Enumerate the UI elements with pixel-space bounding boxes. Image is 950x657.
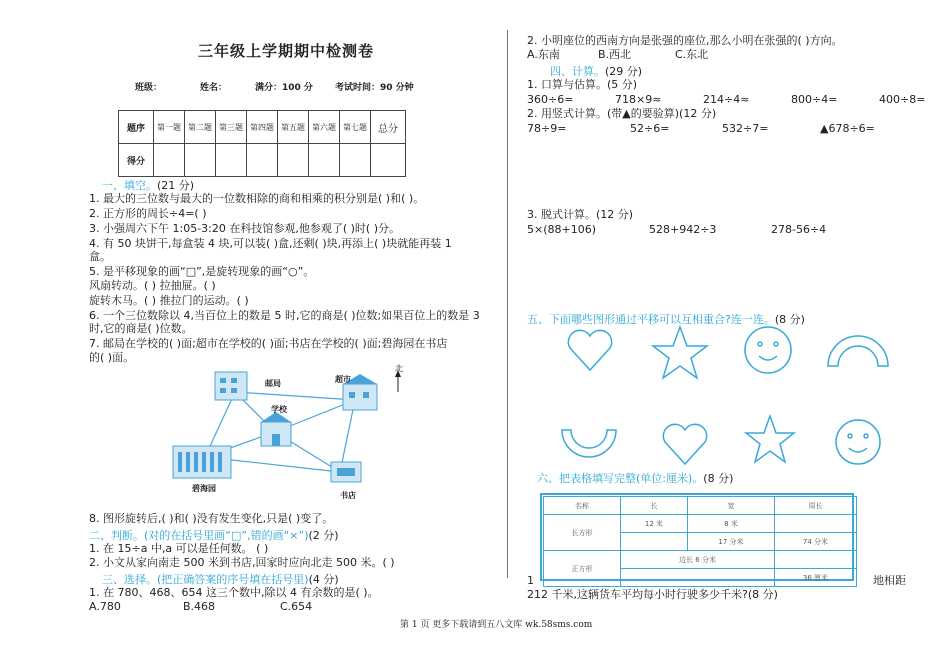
measure-cell: 36 厘米 (775, 569, 857, 587)
map-label-bookstore: 书店 (340, 491, 356, 500)
score-table-col: 第七题 (340, 111, 371, 144)
calc-3-heading: 3. 脱式计算。(12 分) (527, 208, 634, 221)
calc-1-heading: 1. 口算与估算。(5 分) (527, 78, 638, 91)
measure-cell: 17 分米 (688, 533, 775, 551)
section-4-title: 四、计算。 (550, 65, 605, 78)
section-2-heading (89, 527, 339, 543)
full-score: 满分：100 分 (255, 83, 313, 93)
measure-cell[interactable] (775, 515, 857, 533)
question-judge-2: 2. 小文从家向南走 500 米到书店,回家时应向北走 500 米。( ) (89, 556, 395, 569)
measure-cell: 12 米 (621, 515, 688, 533)
score-cell-total[interactable] (371, 144, 406, 177)
section-1-title: 一、填空。 (102, 179, 157, 192)
question-fill-5: 5. 是平移现象的画“□”,是旋转现象的画“○”。 (89, 265, 315, 278)
section-2-title: 二、判断。(对的在括号里画“□”,错的画“×”) (89, 529, 309, 542)
star-icon[interactable] (653, 327, 707, 378)
score-cell[interactable] (309, 144, 340, 177)
rect-label: 长方形 (544, 515, 621, 551)
section-6-title: 六、把表格填写完整(单位:厘米)。 (537, 472, 704, 485)
measure-header-length: 长 (621, 497, 688, 515)
arch-icon[interactable] (828, 336, 888, 366)
score-table-head-score: 得分 (119, 144, 154, 177)
measure-cell: 边长 6 分米 (621, 551, 775, 569)
heart-icon[interactable] (663, 424, 706, 464)
score-cell[interactable] (216, 144, 247, 177)
step-calc-item: 278-56÷4 (771, 223, 827, 236)
section-5-title: 五、下面哪些图形通过平移可以互相重合?连一连。 (527, 313, 775, 326)
score-table-col: 第一题 (154, 111, 185, 144)
page-footer: 第 1 页 更多下载请到五八文库 wk.58sms.com (400, 620, 593, 630)
step-calc-item: 528+942÷3 (649, 223, 717, 236)
question-fill-7: 7. 邮局在学校的( )面;超市在学校的( )面;书店在学校的( )面;碧海园在书店 (89, 337, 448, 350)
question-fill-8: 8. 图形旋转后,( )和( )没有发生变化,只是( )变了。 (89, 512, 334, 525)
oral-calc-item: 360÷6= (527, 93, 574, 106)
measure-cell[interactable] (621, 533, 688, 551)
score-table (118, 110, 406, 177)
question-fill-4: 4. 有 50 块饼干,每盒装 4 块,可以装( )盒,还剩( )块,再添上( )块就能再装 1 (89, 237, 452, 250)
measure-cell: 8 米 (688, 515, 775, 533)
choice-option-c[interactable]: C.654 (280, 600, 313, 613)
choice-option-b[interactable]: B.468 (183, 600, 216, 613)
oral-calc-item: 718×9≈ (615, 93, 662, 106)
column-divider (507, 30, 508, 578)
class-label: 班级： (135, 83, 163, 93)
calc-2-heading: 2. 用竖式计算。(带▲的要验算)(12 分) (527, 107, 717, 120)
score-table-col: 第二题 (185, 111, 216, 144)
oral-calc-item: 800÷4= (791, 93, 838, 106)
vertical-calc-item: 52÷6= (630, 122, 670, 135)
question-judge-1: 1. 在 15÷a 中,a 可以是任何数。 ( ) (89, 542, 269, 555)
question-fill-6-cont: 时,它的商是( )位数。 (89, 322, 193, 335)
smiley-face-icon[interactable] (836, 420, 880, 464)
question-fill-2: 2. 正方形的周长÷4=( ) (89, 207, 207, 220)
question-fill-3: 3. 小强周六下午 1:05-3:20 在科技馆参观,他参观了( )时( )分。 (89, 222, 401, 235)
bookstore-icon (331, 462, 361, 482)
heart-icon[interactable] (568, 330, 611, 370)
section-1-points: (21 分) (157, 179, 195, 192)
question-fill-6: 6. 一个三位数除以 4,当百位上的数是 5 时,它的商是( )位数;如果百位上的数是 3 (89, 309, 480, 322)
measure-cell[interactable] (621, 569, 775, 587)
score-table-total: 总分 (371, 111, 406, 144)
choice2-option-c[interactable]: C.东北 (675, 48, 709, 61)
map-label-post: 邮局 (265, 379, 281, 388)
section-3-title: 三、选择。(把正确答案的序号填在括号里) (102, 573, 309, 586)
question-fill-4-cont: 盒。 (89, 250, 111, 263)
question-fill-1: 1. 最大的三位数与最大的一位数相除的商和相乘的积分别是( )和( )。 (89, 192, 425, 205)
vertical-calc-item: ▲678÷6= (820, 122, 875, 135)
section-4-points: (29 分) (605, 65, 643, 78)
section-6-heading (537, 470, 733, 486)
smiley-face-icon[interactable] (745, 327, 791, 373)
score-cell[interactable] (340, 144, 371, 177)
oral-calc-item: 400÷8= (879, 93, 926, 106)
garden-building-icon (173, 446, 231, 478)
section-3-heading (102, 571, 339, 587)
map-label-school: 学校 (271, 405, 287, 414)
section-3-points: (4 分) (308, 573, 339, 586)
measure-header-width: 宽 (688, 497, 775, 515)
score-table-col: 第五题 (278, 111, 309, 144)
school-icon (261, 412, 291, 446)
exam-time: 考试时间：90 分钟 (335, 83, 414, 93)
choice-option-a[interactable]: A.780 (89, 600, 121, 613)
score-table-col: 第三题 (216, 111, 247, 144)
name-label: 姓名： (200, 83, 228, 93)
question-choice-1: 1. 在 780、468、654 这三个数中,除以 4 有余数的是( )。 (89, 586, 379, 599)
translation-shapes (560, 322, 900, 472)
question-fill-5a: 风扇转动。( ) 拉抽屉。( ) (89, 279, 216, 292)
choice2-option-a[interactable]: A.东南 (527, 48, 560, 61)
score-table-head-order: 题序 (119, 111, 154, 144)
page-title: 三年级上学期期中检测卷 (198, 42, 375, 60)
choice2-option-b[interactable]: B.西北 (598, 48, 632, 61)
step-calc-item: 5×(88+106) (527, 223, 597, 236)
cut-text-right: 地相距 (873, 574, 906, 587)
section-2-points: (2 分) (308, 529, 339, 542)
score-cell[interactable] (185, 144, 216, 177)
section-6-points: (8 分) (703, 472, 734, 485)
section-5-points: (8 分) (774, 313, 805, 326)
score-cell[interactable] (247, 144, 278, 177)
vertical-calc-item: 532÷7= (722, 122, 769, 135)
cut-text-left: 1 (527, 574, 534, 587)
section-4-heading (550, 63, 642, 79)
bowl-icon[interactable] (562, 430, 616, 457)
vertical-calc-item: 78÷9= (527, 122, 567, 135)
question-fill-5b: 旋转木马。( ) 推拉门的运动。( ) (89, 294, 249, 307)
word-problem-line: 212 千米,这辆货车平均每小时行驶多少千米?(8 分) (527, 588, 778, 601)
question-fill-7-cont: 的( )面。 (89, 351, 135, 364)
score-cell[interactable] (154, 144, 185, 177)
map-label-market: 超市 (335, 375, 351, 384)
square-label: 正方形 (544, 551, 621, 587)
question-choice-2: 2. 小明座位的西南方向是张强的座位,那么小明在张强的( )方向。 (527, 34, 843, 47)
section-1-heading (102, 177, 194, 193)
measure-cell: 74 分米 (775, 533, 857, 551)
score-table-col: 第六题 (309, 111, 340, 144)
map-label-garden: 碧海园 (192, 484, 216, 493)
star-icon[interactable] (746, 416, 794, 462)
score-cell[interactable] (278, 144, 309, 177)
post-office-icon (215, 372, 247, 400)
measure-header-name: 名称 (544, 497, 621, 515)
oral-calc-item: 214÷4≈ (703, 93, 750, 106)
measure-cell[interactable] (775, 551, 857, 569)
measure-header-perimeter: 周长 (775, 497, 857, 515)
measure-table (543, 496, 857, 587)
map-label-north: 北 (395, 364, 403, 373)
score-table-col: 第四题 (247, 111, 278, 144)
